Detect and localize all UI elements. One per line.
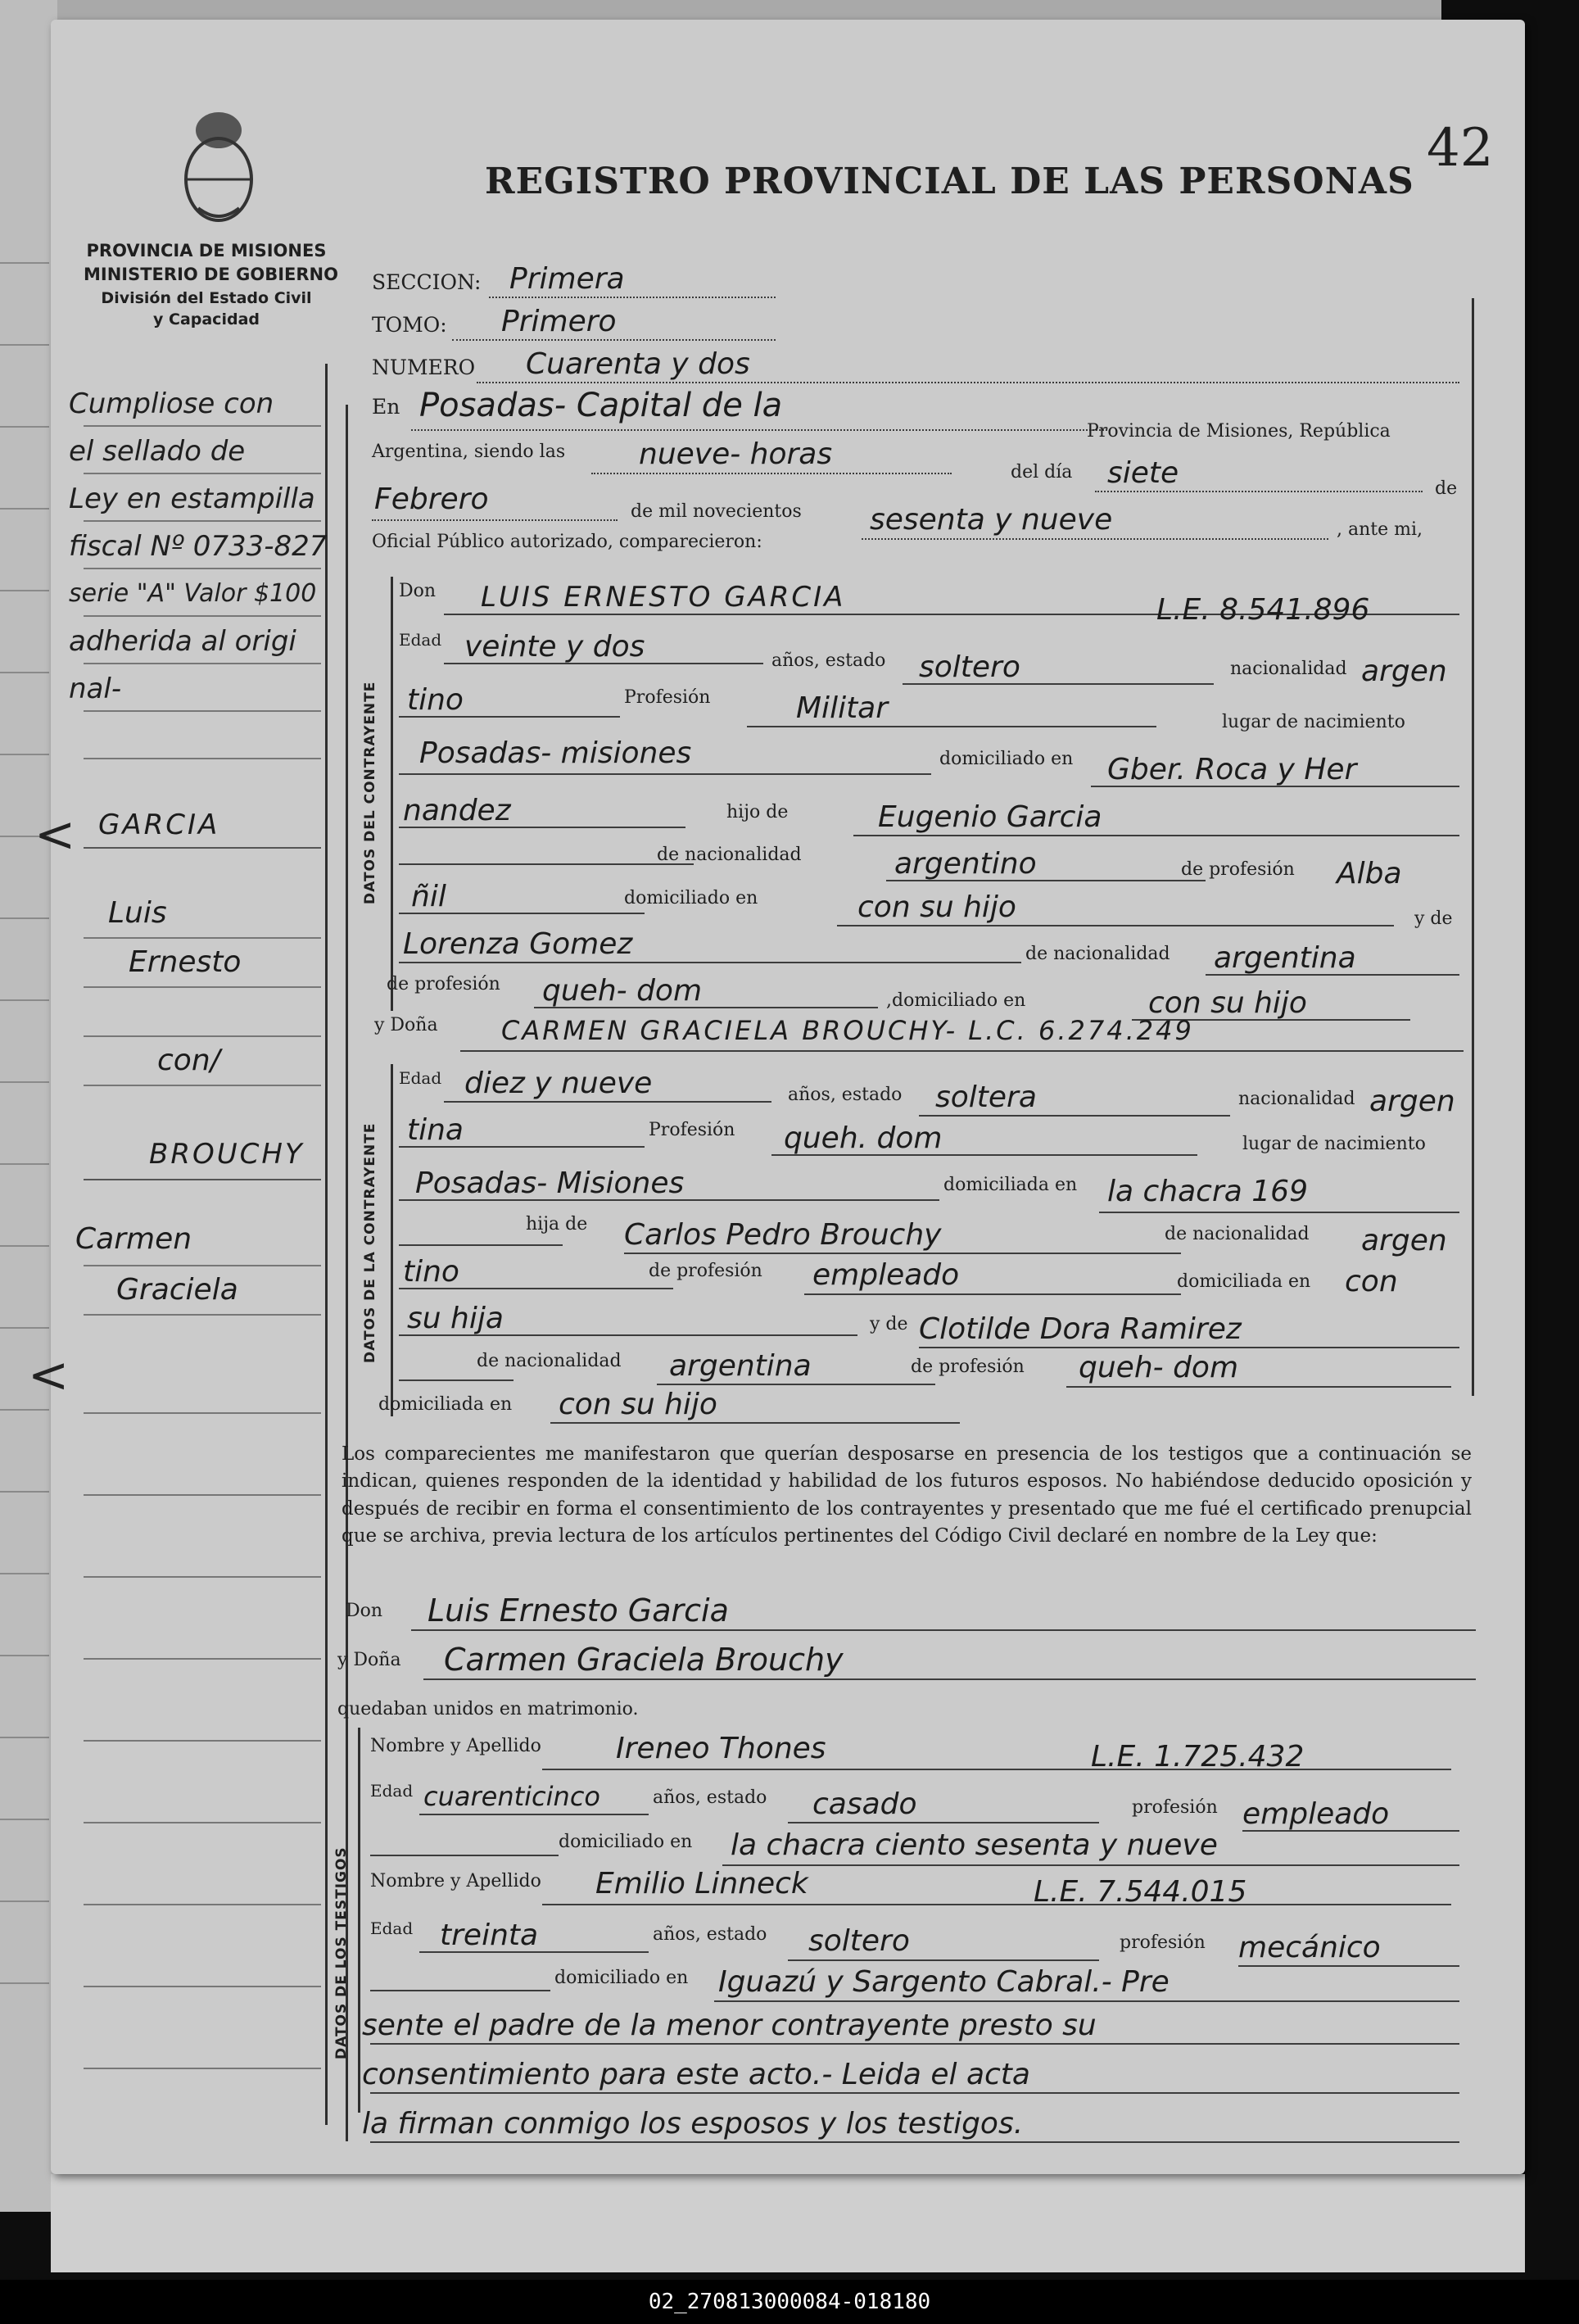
contrayente-madre-dom: con su hijo (1148, 986, 1307, 1020)
don-label: Don (399, 581, 437, 601)
contrayenta-lugar: Posadas- Misiones (415, 1167, 685, 1200)
decl-closing: quedaban unidos en matrimonio. (337, 1699, 639, 1719)
nac-label: nacionalidad (1230, 659, 1347, 679)
testigos-border (358, 1728, 360, 2113)
contrayente-nac-a: argen (1361, 655, 1447, 688)
t1-profesion-label: profesión (1132, 1797, 1218, 1818)
declaration-text: Los comparecientes me manifestaron que querían desposarse en presencia de los testigos que a continuación se indican, quienes responden de la identidad y habilidad de los futuros esposos. No habiéndose deducido oposición y después de recibir en forma el consentimiento de los contrayentes y presentado que me fué el certificado prenupcial que se archiva, previa lectura de los artículos pertinentes del Código Civil declaré en nombre de la Ley que: (342, 1443, 1472, 1547)
index-given-1b: Ernesto (129, 945, 242, 979)
contrayenta-madre-prof: queh- dom (1079, 1351, 1239, 1384)
contrayenta-edad: diez y nueve (464, 1067, 653, 1100)
de-nac-label: de nacionalidad (657, 845, 802, 865)
domiciliado-label: domiciliado en (939, 749, 1074, 769)
numero-label: NUMERO (372, 356, 476, 379)
contrayenta-padre-prof: empleado (812, 1258, 960, 1292)
margin-note-line: fiscal Nº 0733-827 (69, 530, 328, 563)
contrayente-lugar: Posadas- misiones (419, 736, 692, 770)
t1-domicilio: la chacra ciento sesenta y nueve (731, 1828, 1218, 1862)
anio-value: sesenta y nueve (870, 503, 1113, 537)
margin-arrow: < (28, 1347, 70, 1404)
nac-label: nacionalidad (1238, 1089, 1355, 1109)
contrayente-domicilio-a: Gber. Roca y Her (1107, 753, 1357, 786)
margin-note-line: Ley en estampilla (69, 482, 315, 515)
contrayenta-name: CARMEN GRACIELA BROUCHY- L.C. 6.274.249 (501, 1015, 1194, 1046)
contrayenta-border (391, 1064, 393, 1416)
contrayente-madre-nac: argentina (1214, 941, 1356, 975)
dom-en-label: domiciliada en (1177, 1271, 1311, 1292)
t2-doc: L.E. 7.544.015 (1034, 1875, 1247, 1909)
dia-value: siete (1107, 456, 1179, 490)
hija-label: hija de (526, 1214, 588, 1234)
edad-label: Edad (399, 1068, 442, 1088)
estado-label: años, estado (788, 1085, 903, 1105)
contrayente-madre: Lorenza Gomez (403, 927, 633, 961)
margin-note-line: Cumpliose con (69, 387, 274, 420)
margin-note-line: serie "A" Valor $100 (69, 579, 317, 608)
contrayenta-estado: soltera (935, 1080, 1037, 1114)
estado-label: años, estado (771, 650, 886, 671)
coat-of-arms-icon (174, 102, 264, 224)
contrayenta-madre-dom: con su hijo (559, 1388, 717, 1421)
madre-nac-label: de nacionalidad (1025, 944, 1170, 964)
de-prof-label: de profesión (1181, 859, 1295, 880)
image-id-text: 02_270813000084-018180 (648, 2290, 931, 2314)
oficial-text: Oficial Público autorizado, comparecieron: (372, 532, 762, 552)
provincia-text: Provincia de Misiones, República (1087, 421, 1391, 442)
index-given-2a: Carmen (75, 1222, 192, 1256)
t2-profesion-label: profesión (1120, 1932, 1206, 1953)
y-de-label: y de (1414, 908, 1453, 929)
right-border (1472, 298, 1474, 1396)
contrayenta-section-label: DATOS DE LA CONTRAYENTE (362, 1122, 378, 1363)
seccion-value: Primera (509, 262, 625, 296)
contrayenta-nac-b: tina (407, 1113, 464, 1147)
y-de-label: y de (870, 1314, 908, 1334)
index-surname-1: GARCIA (98, 809, 220, 841)
seccion-label: SECCION: (372, 270, 482, 294)
argentina-text: Argentina, siendo las (372, 442, 566, 462)
contrayente-padre-prof-b: ñil (411, 880, 446, 913)
image-id-bar (0, 2280, 1579, 2324)
authority-block (84, 239, 338, 331)
contrayente-name: LUIS ERNESTO GARCIA (481, 581, 846, 614)
lugar-label: lugar de nacimiento (1242, 1134, 1426, 1154)
authority-line: División del Estado Civil (101, 288, 312, 307)
t2-estado: soltero (808, 1924, 910, 1958)
index-surname-2: BROUCHY (149, 1138, 305, 1171)
t2-edad-label: Edad (370, 1919, 414, 1938)
madre-dom-label: ,domiciliado en (886, 990, 1026, 1011)
t1-domiciliado-label: domiciliado en (559, 1832, 693, 1852)
ante-label: , ante mi, (1337, 519, 1423, 540)
contrayenta-padre-nac-a: argen (1361, 1224, 1447, 1257)
contrayente-edad: veinte y dos (464, 630, 645, 664)
margin-note-line: adherida al origi (69, 625, 296, 658)
contrayenta-madre: Clotilde Dora Ramirez (919, 1312, 1242, 1346)
note-line-3: la firman conmigo los esposos y los testigos. (362, 2107, 1024, 2141)
madre-prof-label: de profesión (911, 1357, 1025, 1377)
de-nac-label: de nacionalidad (1165, 1224, 1310, 1244)
madre-dom-label: domiciliada en (378, 1394, 513, 1415)
contrayente-profesion: Militar (796, 691, 889, 725)
note-line-2: consentimiento para este acto.- Leida el acta (362, 2058, 1030, 2091)
book-left-pages (0, 0, 57, 2212)
domiciliada-label: domiciliada en (943, 1175, 1078, 1195)
contrayente-doc: L.E. 8.541.896 (1156, 593, 1370, 627)
index-given-1a: Luis (108, 896, 167, 930)
contrayente-estado: soltero (919, 650, 1020, 684)
t1-edad-label: Edad (370, 1781, 414, 1801)
contrayenta-padre-dom-a: con (1345, 1265, 1398, 1298)
lugar-label: lugar de nacimiento (1222, 712, 1405, 732)
t2-edad: treinta (440, 1919, 539, 1952)
decl-don-value: Luis Ernesto Garcia (428, 1592, 729, 1629)
de-prof-label: de profesión (649, 1261, 762, 1281)
page-underlay (51, 2174, 1525, 2272)
profesion-label: Profesión (624, 687, 711, 708)
tomo-value: Primero (501, 305, 617, 338)
margin-arrow: < (34, 806, 76, 863)
note-line-1: sente el padre de la menor contrayente presto su (362, 2009, 1097, 2042)
decl-dona-value: Carmen Graciela Brouchy (444, 1642, 844, 1678)
contrayenta-domicilio: la chacra 169 (1107, 1175, 1308, 1208)
t2-estado-label: años, estado (653, 1924, 767, 1945)
contrayenta-padre-dom-b: su hija (407, 1302, 504, 1335)
del-dia-label: del día (1011, 462, 1073, 482)
contrayente-padre-prof-a: Alba (1337, 857, 1402, 890)
t1-estado: casado (812, 1787, 917, 1821)
contrayenta-nac-a: argen (1369, 1085, 1455, 1118)
en-value: Posadas- Capital de la (419, 387, 783, 424)
folio-number: 42 (1427, 118, 1494, 179)
madre-nac-label: de nacionalidad (477, 1351, 622, 1371)
contrayente-border (391, 577, 393, 1011)
contrayenta-madre-nac: argentina (669, 1349, 812, 1383)
t2-name: Emilio Linneck (595, 1867, 808, 1900)
authority-line: y Capacidad (153, 310, 260, 329)
tomo-label: TOMO: (372, 313, 447, 337)
index-given-2b: Graciela (116, 1273, 238, 1307)
edad-label: Edad (399, 630, 442, 650)
contrayente-domicilio-b: nandez (403, 794, 511, 827)
authority-line: PROVINCIA DE MISIONES (86, 241, 327, 260)
index-con: con/ (157, 1044, 220, 1077)
t2-domicilio: Iguazú y Sargento Cabral.- Pre (718, 1965, 1170, 1999)
t1-profesion: empleado (1242, 1797, 1390, 1831)
en-label: En (372, 395, 400, 419)
mil-label: de mil novecientos (631, 501, 802, 522)
authority-line: MINISTERIO DE GOBIERNO (84, 265, 338, 285)
t1-doc: L.E. 1.725.432 (1091, 1740, 1305, 1774)
numero-value: Cuarenta y dos (526, 347, 750, 381)
decl-dona-label: y Doña (337, 1650, 401, 1670)
decl-don-label: Don (346, 1601, 383, 1621)
contrayente-padre-nac: argentino (894, 847, 1037, 881)
de-label: de (1435, 478, 1458, 499)
t1-nombre-label: Nombre y Apellido (370, 1736, 541, 1756)
contrayente-madre-prof: queh- dom (542, 974, 703, 1008)
t2-nombre-label: Nombre y Apellido (370, 1871, 541, 1891)
testigos-section-label: DATOS DE LOS TESTIGOS (333, 1846, 350, 2059)
margin-note (69, 380, 327, 713)
contrayenta-profesion: queh. dom (784, 1121, 943, 1155)
contrayenta-padre-nac-b: tino (403, 1255, 459, 1289)
hora-value: nueve- horas (639, 437, 833, 471)
t1-estado-label: años, estado (653, 1787, 767, 1808)
t1-edad: cuarenticinco (423, 1781, 600, 1812)
t1-name: Ireneo Thones (616, 1732, 826, 1765)
dom-en-label: domiciliado en (624, 888, 758, 908)
contrayenta-padre: Carlos Pedro Brouchy (624, 1218, 942, 1252)
margin-note-line: el sellado de (69, 435, 246, 468)
t2-profesion: mecánico (1238, 1931, 1381, 1964)
contrayente-section-label: DATOS DEL CONTRAYENTE (362, 681, 378, 904)
madre-prof-label: de profesión (387, 974, 500, 994)
contrayente-padre-dom: con su hijo (857, 890, 1016, 924)
dona-label: y Doña (374, 1015, 438, 1035)
margin-note-line: nal- (69, 673, 122, 705)
mes-value: Febrero (374, 482, 489, 516)
contrayente-nac-b: tino (407, 683, 464, 717)
contrayente-padre: Eugenio Garcia (878, 800, 1102, 834)
hijo-label: hijo de (726, 802, 789, 822)
register-page (28, 20, 1525, 2174)
page-title: REGISTRO PROVINCIAL DE LAS PERSONAS (485, 161, 1414, 202)
t2-domiciliado-label: domiciliado en (554, 1968, 689, 1988)
profesion-label: Profesión (649, 1120, 735, 1140)
